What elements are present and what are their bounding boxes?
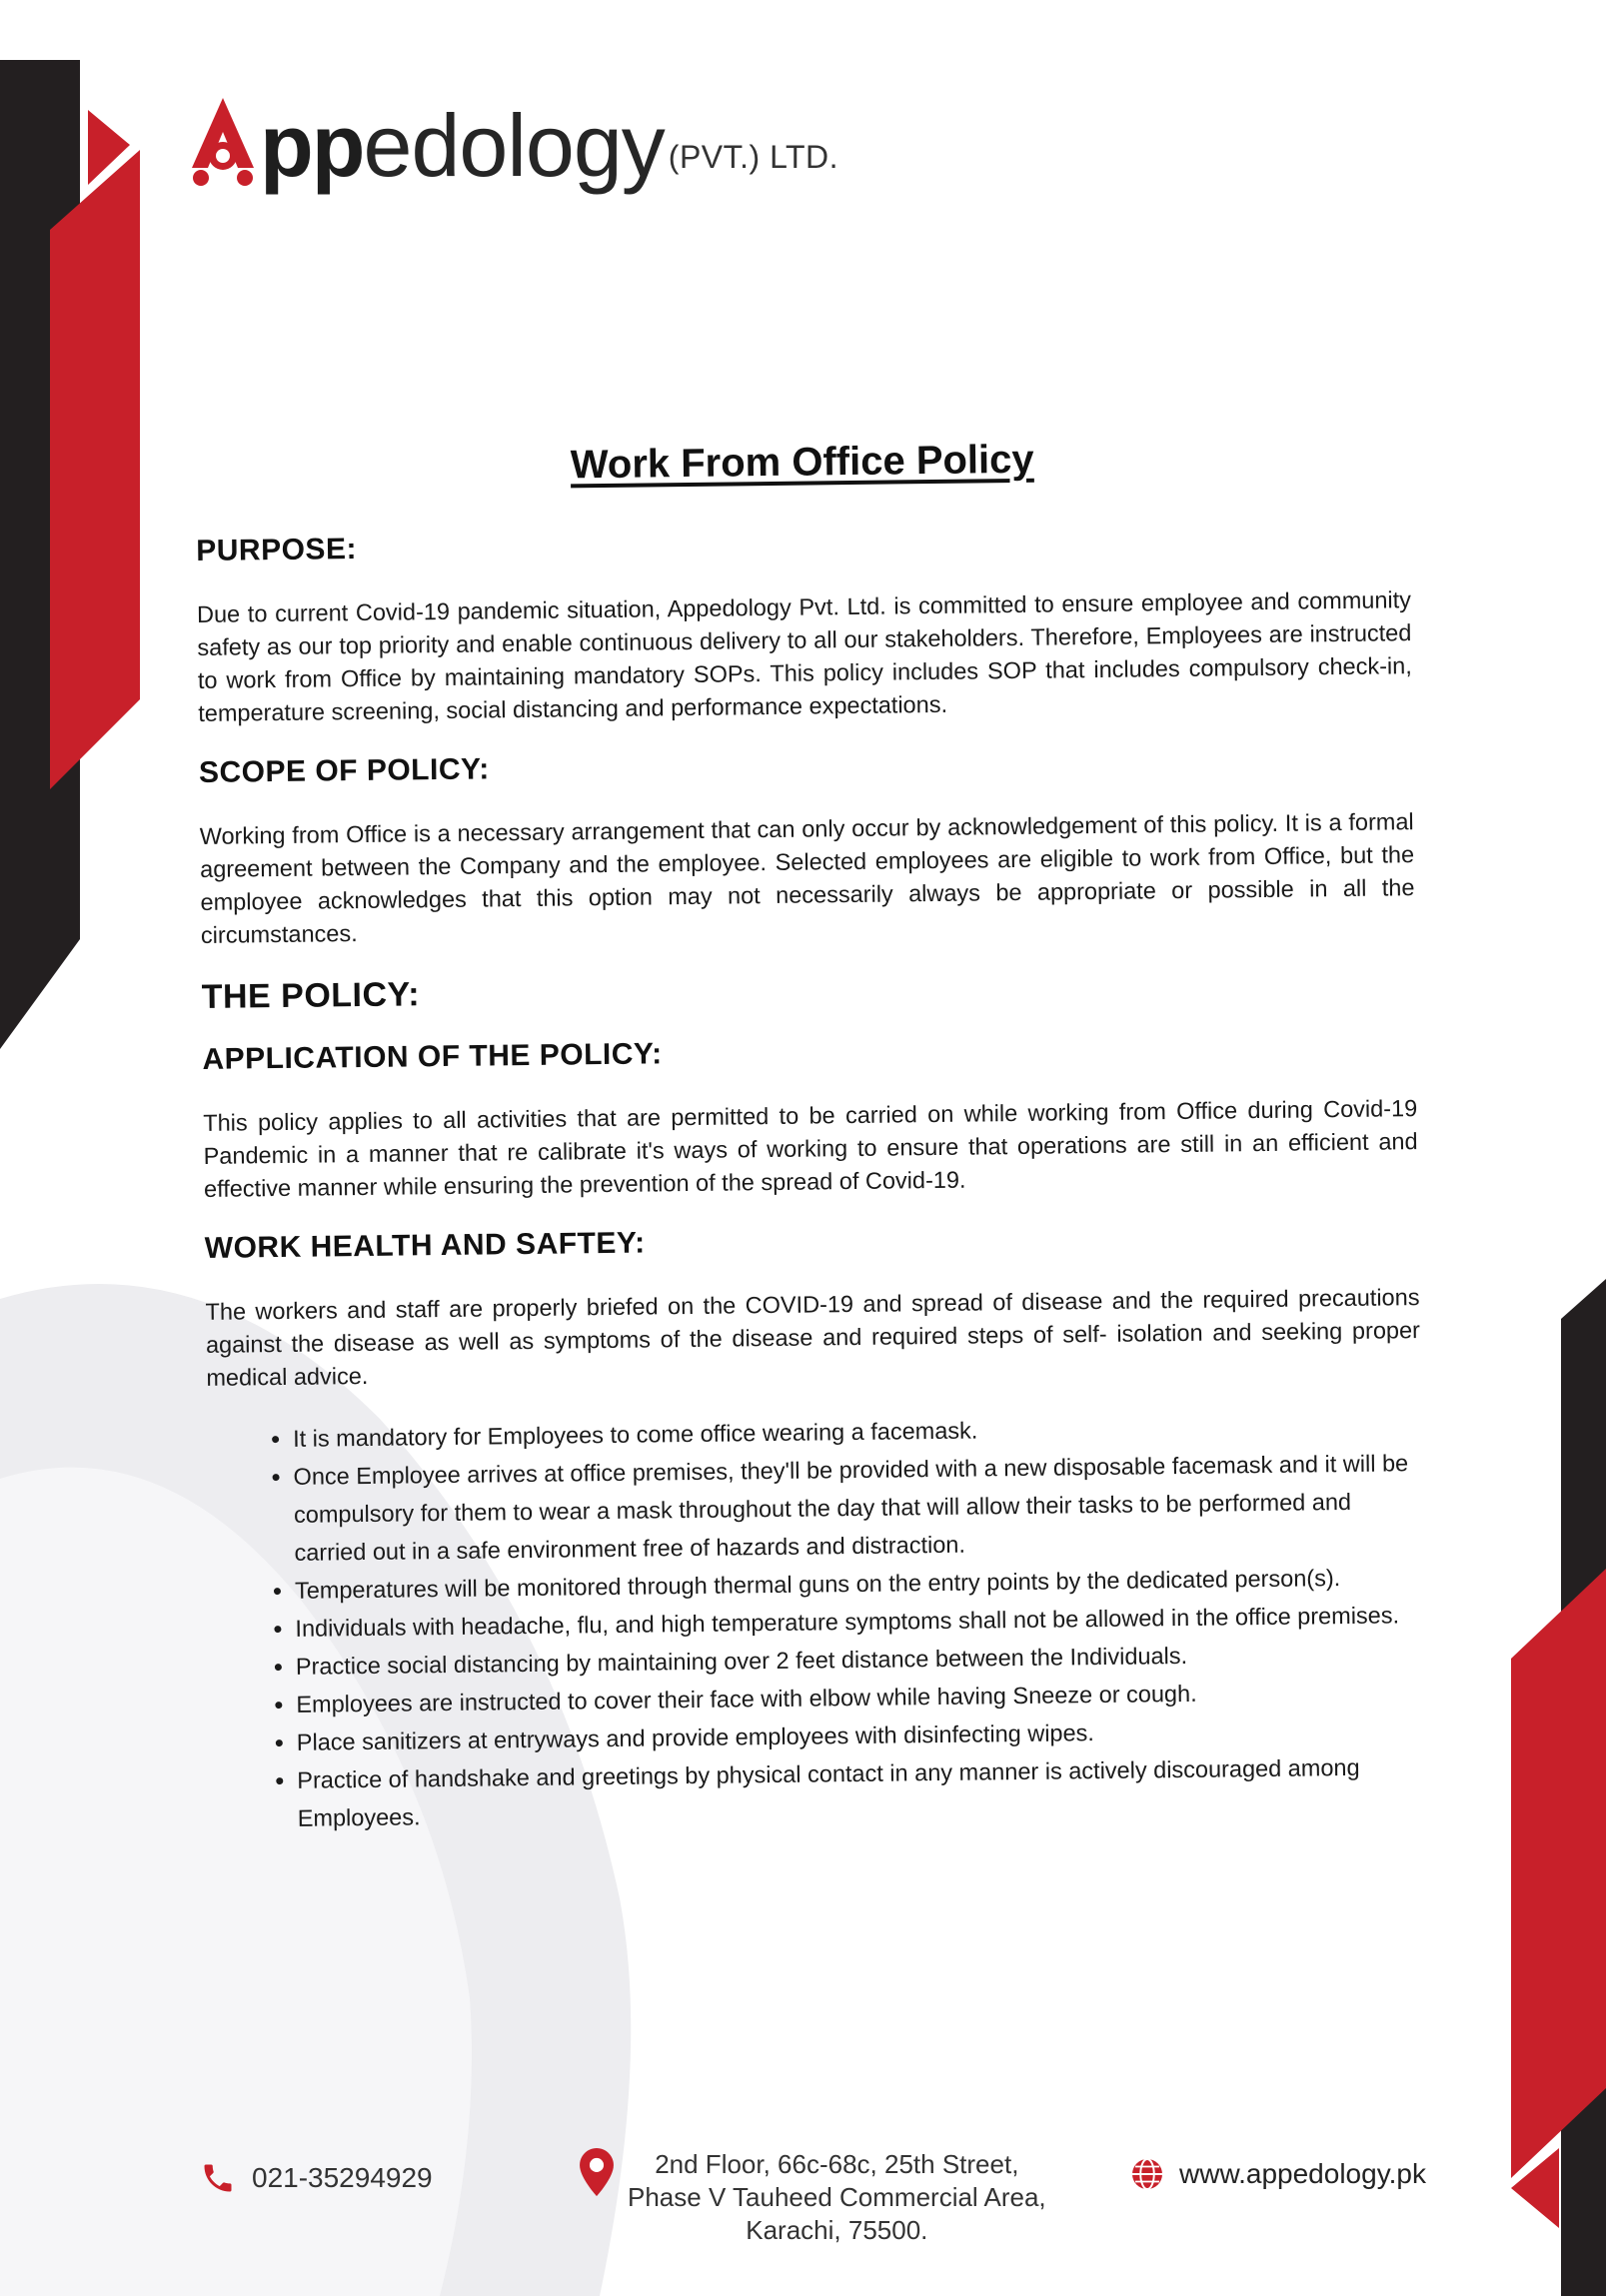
list-item: • Individuals with headache, flu, and high temperature symptoms shall not be allowed in the office premises.: [295, 1596, 1423, 1648]
phone-icon: [200, 2160, 236, 2196]
purpose-heading: PURPOSE:: [196, 533, 358, 568]
footer-phone: [200, 2160, 433, 2196]
application-text: This policy applies to all activities that are permitted to be carried on while working from Office during Covid-19 Pandemic in a manner that re calibrate it's ways of working to ensure that operations are still in an efficient and effective manner while ensuring the prevention of the spread of Covid-19.: [203, 1095, 1418, 1202]
footer: [0, 2146, 1606, 2256]
address-line-1: 2nd Floor, 66c-68c, 25th Street,: [655, 2149, 1019, 2179]
health-safety-heading: WORK HEALTH AND SAFTEY:: [204, 1226, 646, 1265]
application-heading: APPLICATION OF THE POLICY:: [202, 1037, 663, 1076]
location-pin-icon: [580, 2148, 614, 2196]
scope-text: Working from Office is a necessary arrangement that can only occur by acknowledgement of this policy. It is a formal agreement between the Company and the employee. Selected employees are eligible to work from Office, but the employee acknowledges that this option may not necessarily always be appropriate or possible in all the circumstances.: [199, 808, 1415, 948]
safety-bullet-list: [267, 1406, 1426, 1837]
list-item: • Place sanitizers at entryways and provide employees with disinfecting wipes.: [297, 1710, 1425, 1761]
address-line-3: Karachi, 75500.: [746, 2215, 928, 2245]
purpose-text: Due to current Covid-19 pandemic situation, Appedology Pvt. Ltd. is committed to ensure employee and community safety as our top priority and enable continuous delivery to all our stakeholders. Therefore, Employees are instructed to work from Office by maintaining mandatory SOPs. This policy includes SOP that includes compulsory check-in, temperature screening, social distancing and performance expectations.: [196, 586, 1412, 726]
address-line-2: Phase V Tauheed Commercial Area,: [628, 2182, 1046, 2212]
document-body: [195, 433, 1426, 1838]
footer-website[interactable]: [1129, 2156, 1426, 2192]
website-link[interactable]: www.appedology.pk: [1179, 2158, 1426, 2189]
document-title: Work From Office Policy: [570, 437, 1034, 488]
list-item: • It is mandatory for Employees to come office wearing a facemask.: [293, 1406, 1421, 1458]
scope-heading: SCOPE OF POLICY:: [198, 752, 490, 789]
logo-text-rest: edology: [363, 96, 665, 195]
list-item: • Employees are instructed to cover their face with elbow while having Sneeze or cough.: [296, 1672, 1424, 1723]
globe-icon: [1129, 2156, 1165, 2192]
list-item: • Temperatures will be monitored through thermal guns on the entry points by the dedicated person(s).: [295, 1558, 1423, 1610]
logo-mark-icon: [188, 90, 258, 190]
logo-suffix: (PVT.) LTD.: [668, 139, 839, 175]
list-item: • Practice social distancing by maintaining over 2 feet distance between the Individuals.: [296, 1634, 1424, 1686]
right-red-stripe: [1511, 1569, 1606, 2178]
left-red-stripe: [50, 150, 140, 789]
policy-heading: THE POLICY:: [201, 975, 421, 1016]
list-item: • Practice of handshake and greetings by physical contact in any manner is actively discouraged among Employees.: [297, 1747, 1426, 1837]
company-logo: [188, 90, 839, 195]
health-safety-text: The workers and staff are properly briefed on the COVID-19 and spread of disease and the required precautions against the disease as well as symptoms of the disease and required steps of self- isolation and seeking proper medical advice.: [205, 1284, 1421, 1391]
phone-number: 021-35294929: [252, 2162, 433, 2193]
footer-address: [580, 2148, 1046, 2247]
list-item: • Once Employee arrives at office premises, they'll be provided with a new disposable facemask and it will be compulsory for them to wear a mask throughout the day that will allow their tasks to be performed and carried out in a safe environment free of hazards and distraction.: [293, 1444, 1422, 1572]
logo-text-pp: pp: [260, 96, 364, 195]
